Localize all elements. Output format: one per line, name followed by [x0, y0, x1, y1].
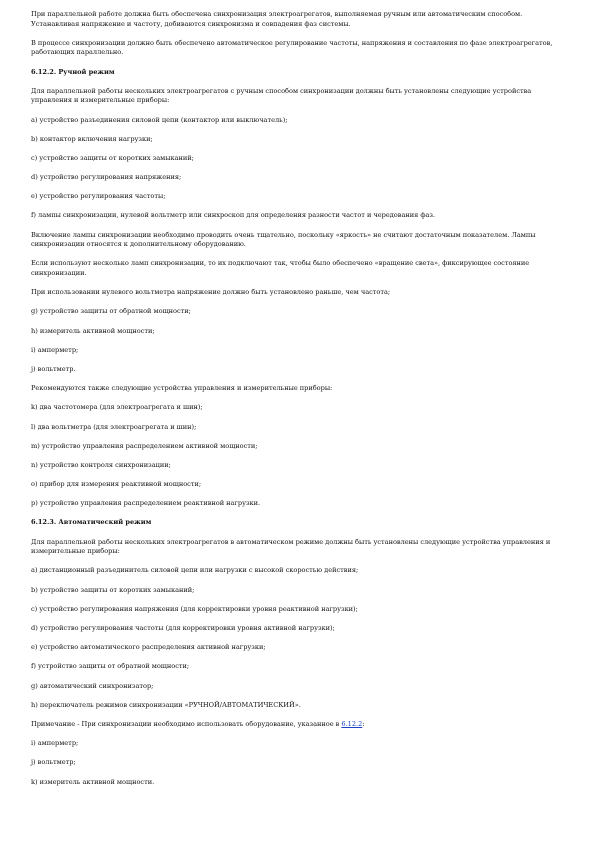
list-item: b) контактор включения нагрузки; — [31, 134, 153, 143]
note-suffix: : — [362, 719, 365, 728]
paragraph: Рекомендуются также следующие устройства управления и измерительные приборы: — [31, 384, 333, 393]
document-page — [31, 10, 571, 787]
paragraph: Включение лампы синхронизации необходимо проводить очень тщательно, поскольку «яркость» не считают достаточным показателем. Лампы синхронизации относятся к дополнительному оборудованию. — [31, 230, 536, 249]
list-item: с) устройство защиты от коротких замыканий; — [31, 153, 194, 162]
note — [31, 720, 571, 730]
list-item: g) устройство защиты от обратной мощности; — [31, 307, 191, 316]
list-item: а) дистанционный разъединитель силовой цепи или нагрузки с высокой скоростью действия; — [31, 566, 359, 575]
section-heading: 6.12.2. Ручной режим — [31, 67, 115, 76]
list-item: i) амперметр; — [31, 739, 79, 748]
paragraph: Для параллельной работы нескольких электроагрегатов с ручным способом синхронизации должны быть установлены следующие устройства управления и измерительные приборы: — [31, 86, 532, 105]
list-item: k) два частотомера (для электроагрегата и шин); — [31, 403, 203, 412]
list-item: m) устройство управления распределением активной мощности; — [31, 441, 258, 450]
list-item: j) вольтметр; — [31, 758, 76, 767]
list-item: g) автоматический синхронизатор; — [31, 681, 154, 690]
paragraph: В процессе синхронизации должно быть обеспечено автоматическое регулирование частоты, напряжения и составления по фазе электроагрегатов, работающих параллельно. — [31, 38, 553, 57]
paragraph: При параллельной работе должна быть обеспечена синхронизация электроагрегатов, выполняемая ручным или автоматическим способом. Устанавливая напряжение и частоту, добиваются синхронизма и совпадения фаз системы. — [31, 10, 523, 28]
paragraph: Если используют несколько ламп синхронизации, то их подключают так, чтобы было обеспечено «вращение света», фиксирующее состояние синхронизации. — [31, 259, 530, 278]
paragraph: Для параллельной работы нескольких электроагрегатов в автоматическом режиме должны быть установлены следующие устройства управления и измерительные приборы: — [31, 537, 551, 556]
paragraph: При использовании нулевого вольтметра напряжение должно быть установлено раньше, чем частота; — [31, 288, 391, 297]
section-link[interactable]: 6.12.2 — [341, 719, 363, 728]
list-item: k) измеритель активной мощности. — [31, 777, 155, 786]
list-item: е) устройство автоматического распределения активной нагрузки; — [31, 643, 266, 652]
list-item: f) устройство защиты от обратной мощности; — [31, 662, 190, 671]
list-item: h) измеритель активной мощности; — [31, 326, 155, 335]
list-item: р) устройство управления распределением реактивной нагрузки. — [31, 499, 261, 508]
list-item: h) переключатель режимов синхронизации «РУЧНОЙ/АВТОМАТИЧЕСКИЙ». — [31, 700, 301, 709]
section-heading: 6.12.3. Автоматический режим — [31, 518, 152, 527]
list-item: n) устройство контроля синхронизации; — [31, 460, 171, 469]
list-item: d) устройство регулирования частоты (для корректировки уровня активной нагрузки); — [31, 624, 335, 632]
list-item: l) два вольтметра (для электроагрегата и шин); — [31, 422, 197, 431]
list-item: е) устройство регулирования частоты; — [31, 192, 166, 201]
list-item: b) устройство защиты от коротких замыканий; — [31, 585, 195, 594]
list-item: i) амперметр; — [31, 345, 79, 354]
list-item: j) вольтметр. — [31, 364, 76, 373]
list-item: с) устройство регулирования напряжения (для корректировки уровня реактивной нагрузки); — [31, 604, 358, 613]
list-item: а) устройство разъединения силовой цепи (контактор или выключатель); — [31, 115, 288, 124]
list-item: d) устройство регулирования напряжения; — [31, 173, 182, 182]
note-text: Примечание - При синхронизации необходимо использовать оборудование, указанное в — [31, 719, 342, 728]
list-item: о) прибор для измерения реактивной мощности; — [31, 480, 202, 489]
list-item: f) лампы синхронизации, нулевой вольтметр или синхроскоп для определения разности частот и чередования фаз. — [31, 211, 436, 220]
